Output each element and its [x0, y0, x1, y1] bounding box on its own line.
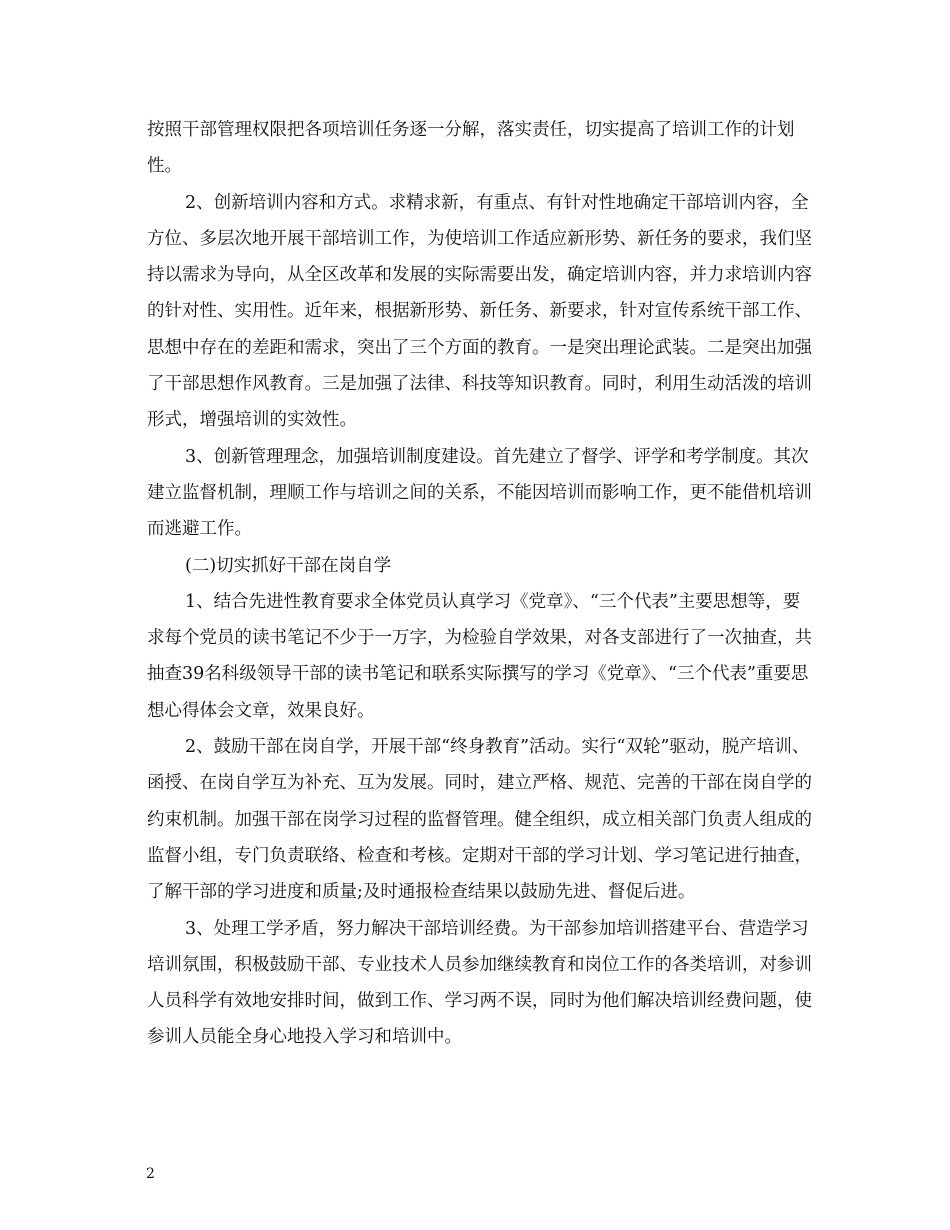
paragraph-item-3-management: 3、创新管理理念，加强培训制度建设。首先建立了督学、评学和考学制度。其次建立监督机制，理顺工作与培训之间的关系，不能因培训而影响工作，更不能借机培训而逃避工作。	[147, 446, 812, 540]
paragraph-item-2-training-content: 2、创新培训内容和方式。求精求新，有重点、有针对性地确定干部培训内容，全方位、多层次地开展干部培训工作，为使培训工作适应新形势、新任务的要求，我们坚持以需求为导向，从全区改革和发展的实际需要出发，确定培训内容，并力求培训内容的针对性、实用性。近年来，根据新形势、新任务、新要求，针对宣传系统干部工作、思想中存在的差距和需求，突出了三个方面的教育。一是突出理论武装。二是突出加强了干部思想作风教育。三是加强了法律、科技等知识教育。同时，利用生动活泼的培训形式，增强培训的实效性。	[147, 192, 812, 431]
document-body	[147, 112, 815, 1056]
paragraph-item-2-lifelong-education: 2、鼓励干部在岗自学，开展干部“终身教育”活动。实行“双轮”驱动，脱产培训、函授、在岗自学互为补充、互为发展。同时，建立严格、规范、完善的干部在岗自学的约束机制。加强干部在岗学习过程的监督管理。健全组织，成立相关部门负责人组成的监督小组，专门负责联络、检查和考核。定期对干部的学习计划、学习笔记进行抽查，了解干部的学习进度和质量;及时通报检查结果以鼓励先进、督促后进。	[147, 737, 812, 903]
paragraph-continuation: 按照干部管理权限把各项培训任务逐一分解，落实责任，切实提高了培训工作的计划性。	[147, 120, 795, 177]
paragraph-item-1-party-study: 1、结合先进性教育要求全体党员认真学习《党章》、“三个代表”主要思想等，要求每个党员的读书笔记不少于一万字，为检验自学效果，对各支部进行了一次抽查，共抽查39名科级领导干部的读书笔记和联系实际撰写的学习《党章》、“三个代表”重要思想心得体会文章，效果良好。	[147, 591, 812, 721]
paragraph-item-3-training-funds: 3、处理工学矛盾，努力解决干部培训经费。为干部参加培训搭建平台、营造学习培训氛围，积极鼓励干部、专业技术人员参加继续教育和岗位工作的各类培训，对参训人员科学有效地安排时间，做到工作、学习两不误，同时为他们解决培训经费问题，使参训人员能全身心地投入学习和培训中。	[147, 918, 812, 1048]
page-number: 2	[146, 1166, 155, 1182]
section-heading-self-study: (二)切实抓好干部在岗自学	[185, 555, 392, 576]
